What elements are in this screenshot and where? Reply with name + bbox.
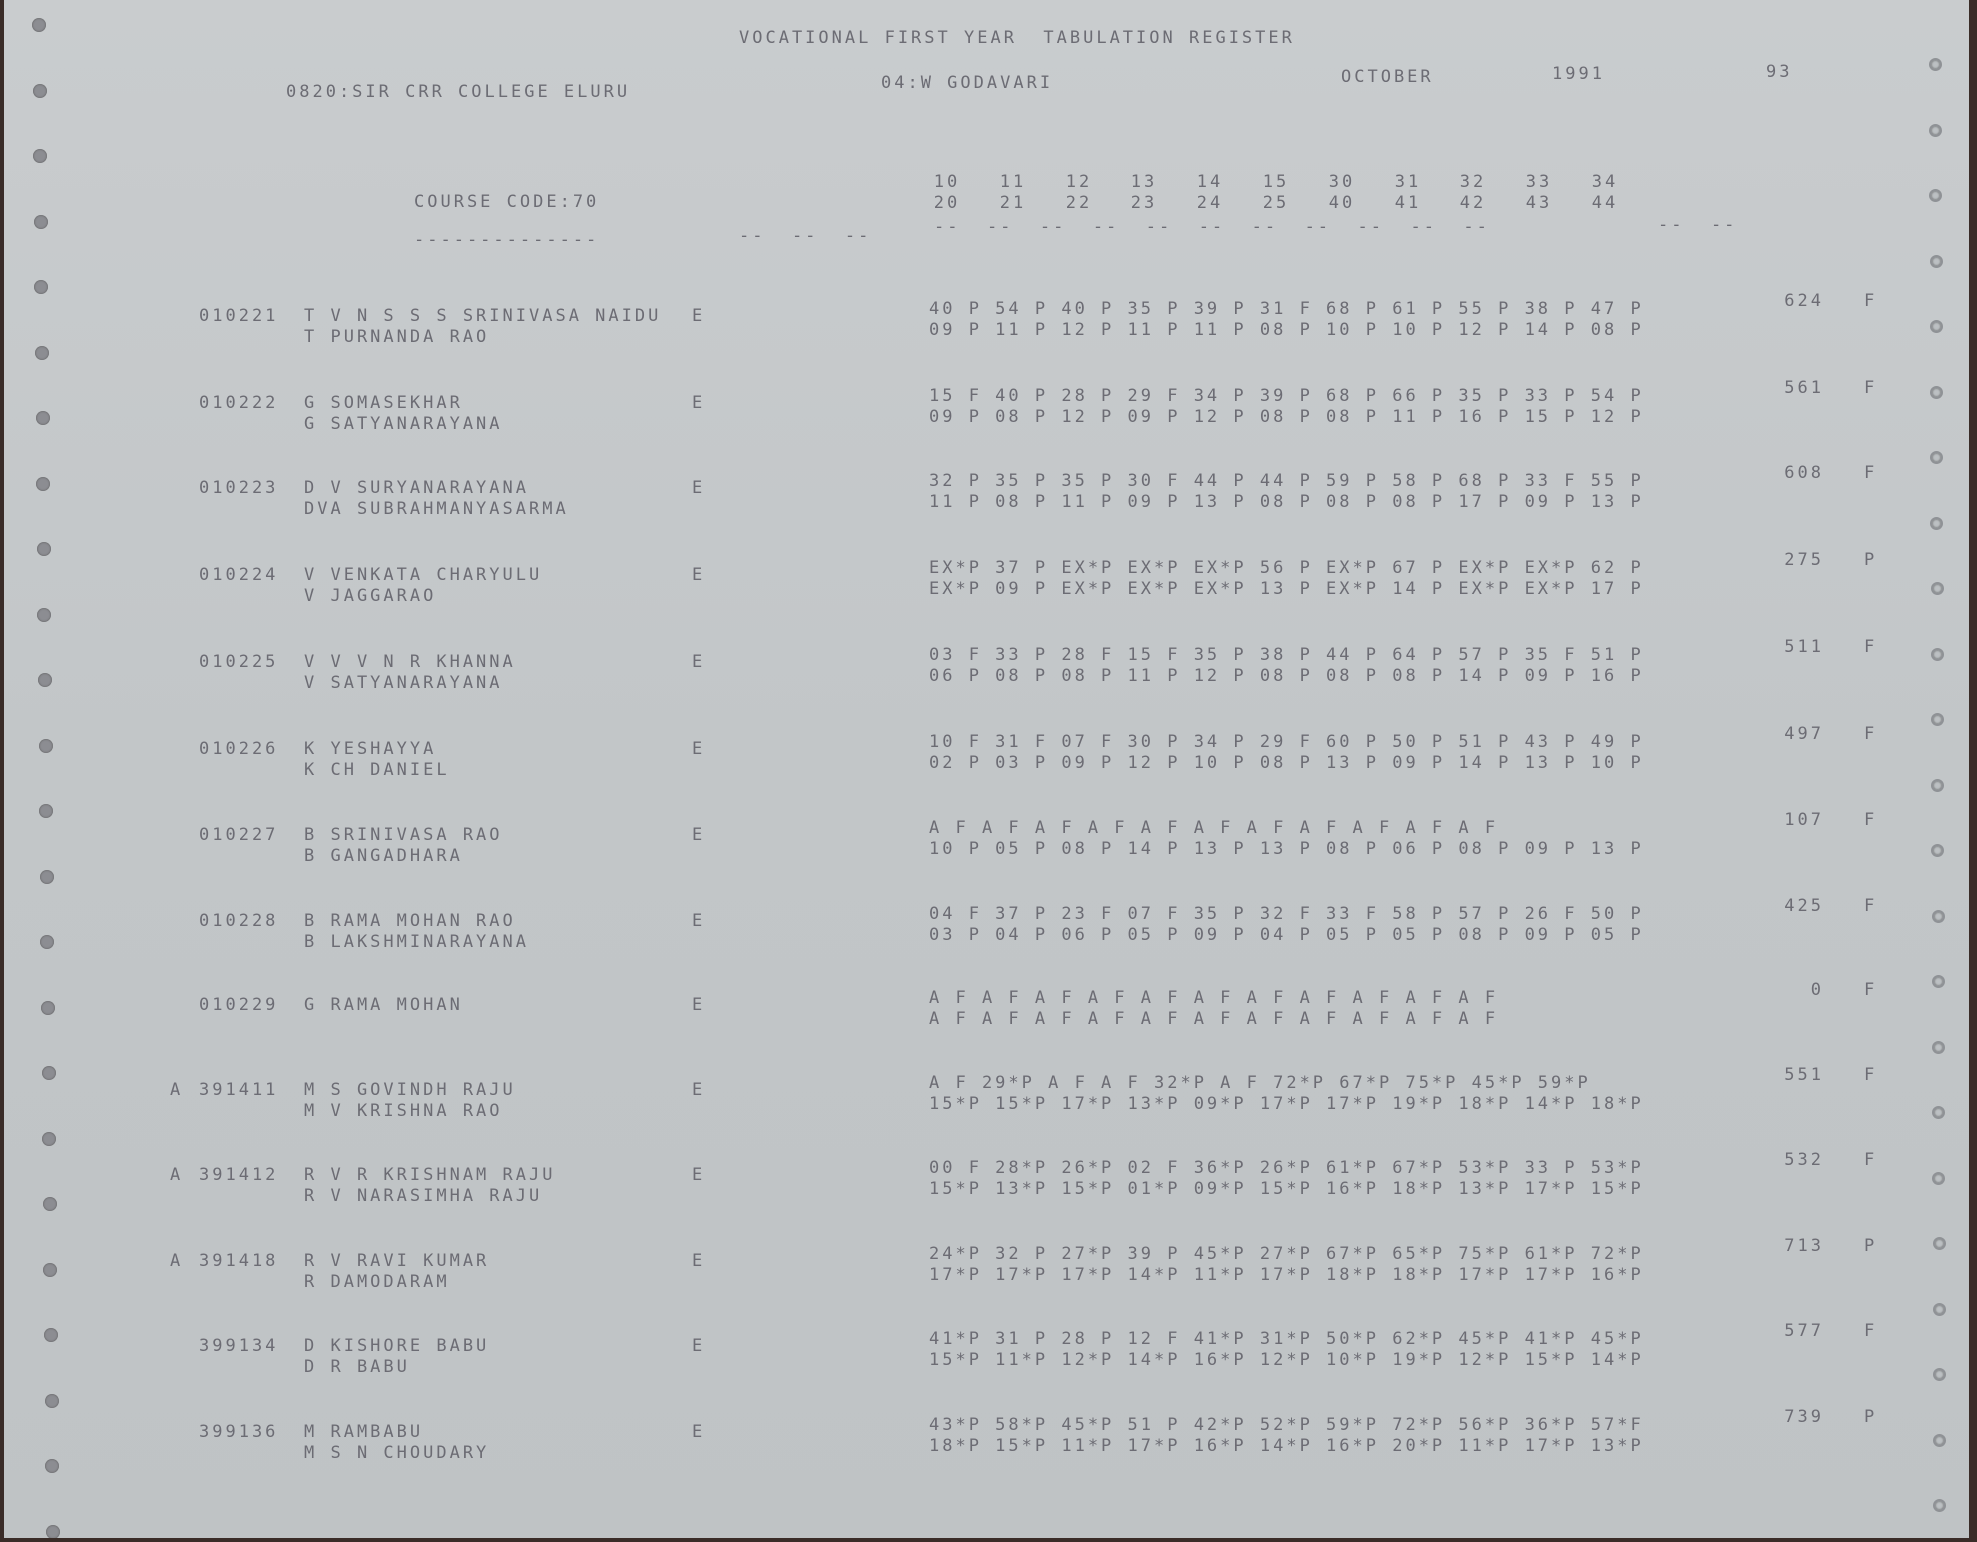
- feed-hole: [1929, 58, 1942, 71]
- course-code-underline: --------------: [414, 230, 600, 250]
- total-marks: 511: [1784, 637, 1824, 657]
- marks-row-b: A F A F A F A F A F A F A F A F A F A F A F: [929, 1009, 1499, 1029]
- feed-hole: [33, 84, 47, 98]
- father-name: B LAKSHMINARAYANA: [304, 932, 529, 952]
- roll-number: 391411: [199, 1080, 279, 1100]
- feed-hole: [1933, 1237, 1946, 1250]
- roll-number: 010223: [199, 478, 279, 498]
- column-head: 31 41: [1394, 172, 1422, 213]
- father-name: DVA SUBRAHMANYASARMA: [304, 499, 569, 519]
- column-head: 15 25: [1262, 172, 1290, 213]
- student-record: [4, 1321, 1969, 1396]
- father-name: K CH DANIEL: [304, 760, 450, 780]
- total-marks: 107: [1784, 810, 1824, 830]
- roll-number: 399136: [199, 1422, 279, 1442]
- roll-number: 010228: [199, 911, 279, 931]
- marks-row-a: 00 F 28*P 26*P 02 F 36*P 26*P 61*P 67*P 53*P 33 P 53*P: [929, 1158, 1644, 1178]
- feed-hole: [39, 804, 53, 818]
- roll-number: 010224: [199, 565, 279, 585]
- result: F: [1864, 463, 1878, 483]
- student-record: [4, 1150, 1969, 1225]
- column-head: 13 23: [1130, 172, 1158, 213]
- result: F: [1864, 980, 1878, 1000]
- total-marks: 425: [1784, 896, 1824, 916]
- record-flag: A: [170, 1080, 184, 1100]
- marks-row-a: 32 P 35 P 35 P 30 F 44 P 44 P 59 P 58 P 68 P 33 F 55 P: [929, 471, 1644, 491]
- feed-hole: [46, 1525, 60, 1539]
- feed-hole: [1933, 1499, 1946, 1512]
- marks-row-a: EX*P 37 P EX*P EX*P EX*P 56 P EX*P 67 P EX*P EX*P 62 P: [929, 558, 1644, 578]
- feed-hole: [1932, 975, 1945, 988]
- total-marks: 713: [1784, 1236, 1824, 1256]
- marks-row-b: 15*P 11*P 12*P 14*P 16*P 12*P 10*P 19*P 12*P 15*P 14*P: [929, 1350, 1644, 1370]
- medium: E: [692, 393, 706, 413]
- marks-row-a: A F A F A F A F A F A F A F A F A F A F A F: [929, 988, 1499, 1008]
- total-marks: 577: [1784, 1321, 1824, 1341]
- marks-row-b: 03 P 04 P 06 P 05 P 09 P 04 P 05 P 05 P 08 P 09 P 05 P: [929, 925, 1644, 945]
- student-name: M RAMBABU: [304, 1422, 424, 1442]
- result: F: [1864, 291, 1878, 311]
- header-dashes-left: -- -- --: [739, 226, 872, 246]
- result: P: [1864, 550, 1878, 570]
- marks-row-b: 02 P 03 P 09 P 12 P 10 P 08 P 13 P 09 P 14 P 13 P 10 P: [929, 753, 1644, 773]
- student-name: V V V N R KHANNA: [304, 652, 516, 672]
- total-marks: 551: [1784, 1065, 1824, 1085]
- record-flag: A: [170, 1165, 184, 1185]
- result: F: [1864, 724, 1878, 744]
- total-marks: 275: [1784, 550, 1824, 570]
- roll-number: 010226: [199, 739, 279, 759]
- student-name: V VENKATA CHARYULU: [304, 565, 543, 585]
- marks-row-a: A F 29*P A F A F 32*P A F 72*P 67*P 75*P 45*P 59*P: [929, 1073, 1591, 1093]
- register-title: VOCATIONAL FIRST YEAR TABULATION REGISTER: [739, 28, 1295, 48]
- medium: E: [692, 825, 706, 845]
- student-record: [4, 1407, 1969, 1482]
- student-name: B RAMA MOHAN RAO: [304, 911, 516, 931]
- student-name: B SRINIVASA RAO: [304, 825, 503, 845]
- column-head: 30 40: [1328, 172, 1356, 213]
- college-name: 0820:SIR CRR COLLEGE ELURU: [286, 82, 631, 102]
- student-record: [4, 1236, 1969, 1311]
- roll-number: 010221: [199, 306, 279, 326]
- medium: E: [692, 995, 706, 1015]
- student-name: R V RAVI KUMAR: [304, 1251, 490, 1271]
- exam-year: 1991: [1552, 64, 1605, 84]
- feed-hole: [1931, 713, 1944, 726]
- marks-row-b: 09 P 11 P 12 P 11 P 11 P 08 P 10 P 10 P 12 P 14 P 08 P: [929, 320, 1644, 340]
- result: F: [1864, 1321, 1878, 1341]
- marks-row-a: 03 F 33 P 28 F 15 F 35 P 38 P 44 P 64 P 57 P 35 F 51 P: [929, 645, 1644, 665]
- total-marks: 608: [1784, 463, 1824, 483]
- marks-row-b: 17*P 17*P 17*P 14*P 11*P 17*P 18*P 18*P 17*P 17*P 16*P: [929, 1265, 1644, 1285]
- total-marks: 497: [1784, 724, 1824, 744]
- exam-month: OCTOBER: [1341, 67, 1434, 87]
- result: F: [1864, 1150, 1878, 1170]
- father-name: V JAGGARAO: [304, 586, 437, 606]
- feed-hole: [34, 215, 48, 229]
- medium: E: [692, 1080, 706, 1100]
- medium: E: [692, 306, 706, 326]
- father-name: T PURNANDA RAO: [304, 327, 490, 347]
- column-head: 12 22: [1065, 172, 1093, 213]
- roll-number: 010227: [199, 825, 279, 845]
- student-record: [4, 1065, 1969, 1140]
- medium: E: [692, 478, 706, 498]
- feed-hole: [37, 542, 51, 556]
- father-name: M S N CHOUDARY: [304, 1443, 490, 1463]
- marks-row-a: 04 F 37 P 23 F 07 F 35 P 32 F 33 F 58 P 57 P 26 F 50 P: [929, 904, 1644, 924]
- feed-hole: [42, 1066, 56, 1080]
- medium: E: [692, 1422, 706, 1442]
- roll-number: 399134: [199, 1336, 279, 1356]
- result: F: [1864, 810, 1878, 830]
- roll-number: 010225: [199, 652, 279, 672]
- total-marks: 532: [1784, 1150, 1824, 1170]
- father-name: V SATYANARAYANA: [304, 673, 503, 693]
- column-head: 33 43: [1525, 172, 1553, 213]
- marks-row-a: A F A F A F A F A F A F A F A F A F A F A F: [929, 818, 1499, 838]
- column-head: 14 24: [1196, 172, 1224, 213]
- feed-hole: [1930, 255, 1943, 268]
- column-head: 34 44: [1591, 172, 1619, 213]
- father-name: M V KRISHNA RAO: [304, 1101, 503, 1121]
- father-name: G SATYANARAYANA: [304, 414, 503, 434]
- student-name: T V N S S S SRINIVASA NAIDU: [304, 306, 662, 326]
- result: P: [1864, 1236, 1878, 1256]
- total-marks: 624: [1784, 291, 1824, 311]
- total-marks: 739: [1784, 1407, 1824, 1427]
- father-name: B GANGADHARA: [304, 846, 463, 866]
- record-flag: A: [170, 1251, 184, 1271]
- student-name: G SOMASEKHAR: [304, 393, 463, 413]
- result: F: [1864, 637, 1878, 657]
- father-name: D R BABU: [304, 1357, 410, 1377]
- column-head: 10 20: [933, 172, 961, 213]
- marks-row-b: 09 P 08 P 12 P 09 P 12 P 08 P 08 P 11 P 16 P 15 P 12 P: [929, 407, 1644, 427]
- roll-number: 391412: [199, 1165, 279, 1185]
- father-name: R DAMODARAM: [304, 1272, 450, 1292]
- student-record: [4, 980, 1969, 1055]
- marks-row-b: 11 P 08 P 11 P 09 P 13 P 08 P 08 P 08 P 17 P 09 P 13 P: [929, 492, 1644, 512]
- student-name: D V SURYANARAYANA: [304, 478, 529, 498]
- course-code: COURSE CODE:70: [414, 192, 600, 212]
- student-record: [4, 378, 1969, 453]
- result: F: [1864, 1065, 1878, 1085]
- student-name: D KISHORE BABU: [304, 1336, 490, 1356]
- header-dashes-right: -- --: [1658, 215, 1738, 235]
- medium: E: [692, 565, 706, 585]
- father-name: R V NARASIMHA RAJU: [304, 1186, 543, 1206]
- marks-row-a: 40 P 54 P 40 P 35 P 39 P 31 F 68 P 61 P 55 P 38 P 47 P: [929, 299, 1644, 319]
- district-name: 04:W GODAVARI: [881, 73, 1054, 93]
- marks-row-b: 18*P 15*P 11*P 17*P 16*P 14*P 16*P 20*P 11*P 17*P 13*P: [929, 1436, 1644, 1456]
- student-name: R V R KRISHNAM RAJU: [304, 1165, 556, 1185]
- feed-hole: [1929, 124, 1942, 137]
- marks-row-a: 43*P 58*P 45*P 51 P 42*P 52*P 59*P 72*P 56*P 36*P 57*F: [929, 1415, 1644, 1435]
- result: F: [1864, 896, 1878, 916]
- marks-row-a: 15 F 40 P 28 P 29 F 34 P 39 P 68 P 66 P 35 P 33 P 54 P: [929, 386, 1644, 406]
- page-number: 93: [1766, 62, 1793, 82]
- roll-number: 391418: [199, 1251, 279, 1271]
- student-record: [4, 724, 1969, 799]
- student-record: [4, 291, 1969, 366]
- marks-row-b: 15*P 15*P 17*P 13*P 09*P 17*P 17*P 19*P 18*P 14*P 18*P: [929, 1094, 1644, 1114]
- total-marks: 0: [1810, 980, 1824, 1000]
- marks-row-b: EX*P 09 P EX*P EX*P EX*P 13 P EX*P 14 P EX*P EX*P 17 P: [929, 579, 1644, 599]
- total-marks: 561: [1784, 378, 1824, 398]
- medium: E: [692, 1251, 706, 1271]
- medium: E: [692, 739, 706, 759]
- feed-hole: [34, 280, 48, 294]
- student-record: [4, 463, 1969, 538]
- medium: E: [692, 1336, 706, 1356]
- student-name: M S GOVINDH RAJU: [304, 1080, 516, 1100]
- result: P: [1864, 1407, 1878, 1427]
- feed-hole: [32, 18, 46, 32]
- medium: E: [692, 1165, 706, 1185]
- marks-row-b: 10 P 05 P 08 P 14 P 13 P 13 P 08 P 06 P 08 P 09 P 13 P: [929, 839, 1644, 859]
- column-head: 11 21: [999, 172, 1027, 213]
- roll-number: 010229: [199, 995, 279, 1015]
- marks-row-a: 24*P 32 P 27*P 39 P 45*P 27*P 67*P 65*P 75*P 61*P 72*P: [929, 1244, 1644, 1264]
- student-record: [4, 637, 1969, 712]
- student-name: K YESHAYYA: [304, 739, 437, 759]
- student-record: [4, 896, 1969, 971]
- medium: E: [692, 911, 706, 931]
- column-head: 32 42: [1459, 172, 1487, 213]
- roll-number: 010222: [199, 393, 279, 413]
- feed-hole: [33, 149, 47, 163]
- student-name: G RAMA MOHAN: [304, 995, 463, 1015]
- student-record: [4, 550, 1969, 625]
- medium: E: [692, 652, 706, 672]
- result: F: [1864, 378, 1878, 398]
- marks-row-a: 10 F 31 F 07 F 30 P 34 P 29 F 60 P 50 P 51 P 43 P 49 P: [929, 732, 1644, 752]
- header-dashes: -- -- -- -- -- -- -- -- -- -- --: [934, 217, 1490, 237]
- register-sheet: [4, 0, 1969, 1538]
- marks-row-b: 15*P 13*P 15*P 01*P 09*P 15*P 16*P 18*P 13*P 17*P 15*P: [929, 1179, 1644, 1199]
- feed-hole: [1929, 189, 1942, 202]
- marks-row-a: 41*P 31 P 28 P 12 F 41*P 31*P 50*P 62*P 45*P 41*P 45*P: [929, 1329, 1644, 1349]
- marks-row-b: 06 P 08 P 08 P 11 P 12 P 08 P 08 P 08 P 14 P 09 P 16 P: [929, 666, 1644, 686]
- student-record: [4, 810, 1969, 885]
